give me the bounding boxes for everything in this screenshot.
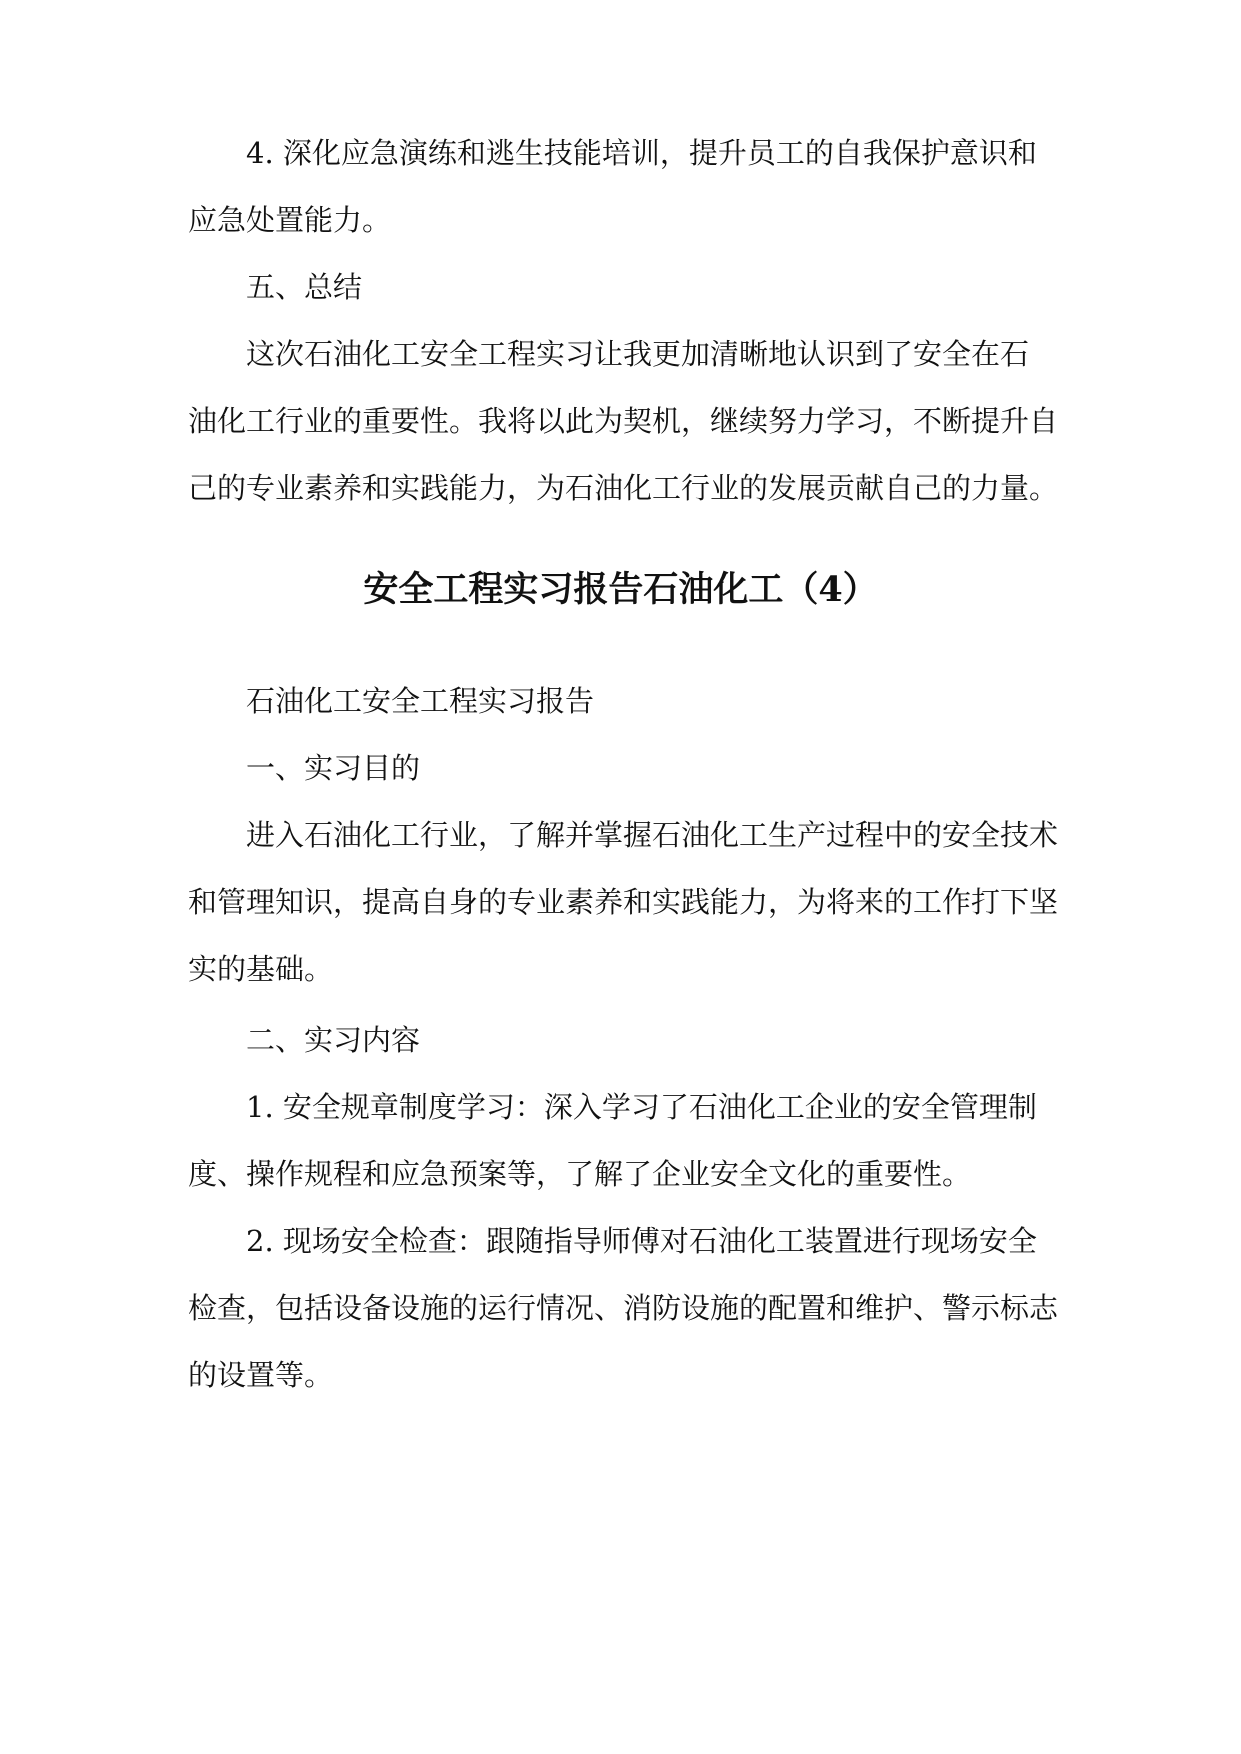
summary-paragraph-line-2: 油化工行业的重要性。我将以此为契机，继续努力学习，不断提升自 xyxy=(188,404,1059,438)
content-item-1-line-1: 1. 安全规章制度学习：深入学习了石油化工企业的安全管理制 xyxy=(246,1090,1037,1124)
section-heading-purpose: 一、实习目的 xyxy=(246,751,421,785)
purpose-paragraph-line-1: 进入石油化工行业，了解并掌握石油化工生产过程中的安全技术 xyxy=(246,818,1059,852)
section-heading-content: 二、实习内容 xyxy=(246,1023,421,1057)
paragraph-item-4-line-1: 4. 深化应急演练和逃生技能培训，提升员工的自我保护意识和 xyxy=(246,136,1037,170)
section-heading-summary: 五、总结 xyxy=(246,270,363,304)
summary-paragraph-line-1: 这次石油化工安全工程实习让我更加清晰地认识到了安全在石 xyxy=(246,337,1030,371)
paragraph-item-4-line-2: 应急处置能力。 xyxy=(188,203,392,237)
content-item-2-line-3: 的设置等。 xyxy=(188,1358,334,1392)
purpose-paragraph-line-3: 实的基础。 xyxy=(188,952,334,986)
summary-paragraph-line-3: 己的专业素养和实践能力，为石油化工行业的发展贡献自己的力量。 xyxy=(188,471,1059,505)
content-item-2-line-2: 检查，包括设备设施的运行情况、消防设施的配置和维护、警示标志 xyxy=(188,1291,1059,1325)
report-title: 安全工程实习报告石油化工（4） xyxy=(363,569,878,610)
content-item-1-line-2: 度、操作规程和应急预案等，了解了企业安全文化的重要性。 xyxy=(188,1157,972,1191)
purpose-paragraph-line-2: 和管理知识，提高自身的专业素养和实践能力，为将来的工作打下坚 xyxy=(188,885,1059,919)
content-item-2-line-1: 2. 现场安全检查：跟随指导师傅对石油化工装置进行现场安全 xyxy=(246,1224,1037,1258)
report-subtitle: 石油化工安全工程实习报告 xyxy=(246,684,595,718)
